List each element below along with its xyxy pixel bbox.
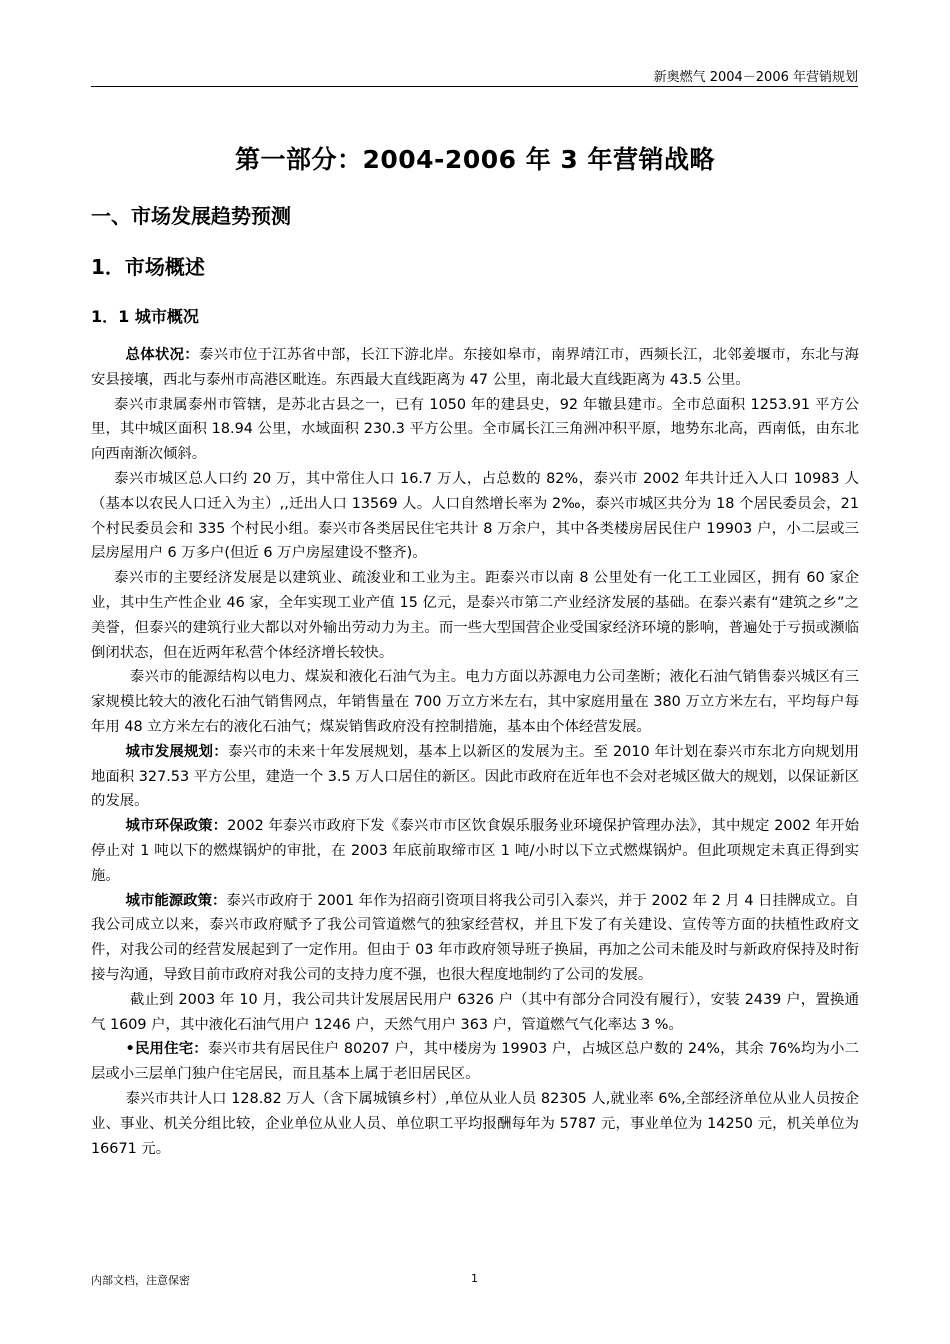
paragraph-text: 泰兴市的能源结构以电力、煤炭和液化石油气为主。电力方面以苏源电力公司垄断；液化石油气销售泰兴城区有三家规模比较大的液化石油气销售网点，年销售量在 700 万立方米左右，其中家庭用量在 380 万立方米左右，平均每户每年用 48 立方米左右的液化石油气；煤炭销售政府没有控制措施，基本由个体经营发展。: [91, 669, 859, 735]
paragraph: [91, 566, 859, 665]
paragraph-text: 泰兴市政府于 2001 年作为招商引资项目将我公司引入泰兴，并于 2002 年 2 月 4 日挂牌成立。自我公司成立以来，泰兴市政府赋予了我公司管道燃气的独家经营权，并且下发了有关建设、宣传等方面的扶植性政府文件，对我公司的经营发展起到了一定作用。但由于 03 年市政府领导班子换届，再加之公司未能及时与新政府保持及时衔接与沟通，导致目前市政府对我公司的支持力度不强，也很大程度地制约了公司的发展。: [91, 892, 859, 983]
section-heading-1: 一、市场发展趋势预测: [91, 204, 291, 228]
footer-confidential: 内部文档，注意保密: [91, 1274, 190, 1287]
paragraph-text: 泰兴市共计人口 128.82 万人（含下属城镇乡村）,单位从业人员 82305 人,就业率 6%,全部经济单位从业人员按企业、事业、机关分组比较，企业单位从业人员、单位职工平均报酬每年为 5787 元，事业单位为 14250 元，机关单位为 16671 元。: [91, 1090, 859, 1157]
document-body: [91, 130, 859, 1161]
paragraph-text: 2002 年泰兴市政府下发《泰兴市市区饮食娱乐服务业环境保护管理办法》，其中规定 2002 年开始停止对 1 吨以下的燃煤锅炉的审批，在 2003 年底前取缔市区 1 吨/小时以下立式燃煤锅炉。但此项规定未真正得到实施。: [91, 818, 859, 884]
paragraph: [91, 467, 859, 566]
paragraph: [91, 988, 859, 1038]
paragraph: [91, 1087, 859, 1161]
paragraph-text: 泰兴市位于江苏省中部，长江下游北岸。东接如皋市，南界靖江市，西频长江，北邻姜堰市，东北与海安县接壤，西北与泰州市高港区毗连。东西最大直线距离为 47 公里，南北最大直线距离为 43.5 公里。: [91, 347, 859, 388]
page-number: 1: [471, 1272, 478, 1285]
paragraph-development-plan: [91, 740, 859, 814]
paragraph-text: 泰兴市共有居民住户 80207 户，其中楼房为 19903 户，占城区总户数的 24%，其余 76%均为小二层或小三层单门独户住宅居民，而且基本上属于老旧居民区。: [91, 1041, 859, 1083]
paragraph-lead: 城市能源政策：: [125, 892, 227, 909]
paragraph-overview: [91, 343, 859, 393]
paragraph-text: 泰兴市的未来十年发展规划，基本上以新区的发展为主。至 2010 年计划在泰兴市东北方向规划用地面积 327.53 平方公里，建造一个 3.5 万人口居住的新区。因此市政府在近年也不会对老城区做大的规划，以保证新区的发展。: [91, 743, 859, 810]
doc-title: 第一部分：2004-2006 年 3 年营销战略: [234, 145, 716, 174]
paragraph-text: 泰兴市城区总人口约 20 万，其中常住人口 16.7 万人，占总数的 82%，泰兴市 2002 年共计迁入人口 10983 人（基本以农民人口迁入为主）,,迁出人口 13569 人。人口自然增长率为 2‰，泰兴市城区共分为 18 个居民委员会，21 个村民委员会和 335 个村民小组。泰兴市各类居民住宅共计 8 万余户，其中各类楼房居民住户 19903 户，小二层或三层房屋用户 6 万多户(但近 6 万户房屋建设不整齐)。: [91, 470, 859, 562]
header-rule: [91, 86, 858, 87]
paragraph-lead: 城市发展规划：: [125, 743, 228, 760]
paragraph-text: 泰兴市隶属泰州市管辖，是苏北古县之一，已有 1050 年的建县史，92 年辙县建市。全市总面积 1253.91 平方公里，其中城区面积 18.94 公里，水域面积 230.3 平方公里。全市属长江三角洲冲积平原，地势东北高，西南低，由东北向西南渐次倾斜。: [91, 396, 859, 463]
paragraph-residential: [91, 1037, 859, 1087]
paragraph-energy-policy: [91, 889, 859, 988]
section-heading-2: 1．市场概述: [91, 255, 205, 279]
paragraph-lead: 总体状况：: [125, 347, 199, 363]
paragraph: [91, 393, 859, 467]
paragraph: [91, 665, 859, 739]
paragraph-text: 截止到 2003 年 10 月，我公司共计发展居民用户 6326 户（其中有部分合同没有履行），安装 2439 户，置换通气 1609 户，其中液化石油气用户 1246 户，天然气用户 363 户，管道燃气气化率达 3 %。: [91, 991, 859, 1033]
paragraph-lead: 城市环保政策：: [125, 818, 228, 835]
section-heading-3: 1．1 城市概况: [91, 307, 199, 326]
paragraph-lead: •民用住宅：: [125, 1041, 208, 1058]
paragraph-environment-policy: [91, 814, 859, 888]
paragraph-text: 泰兴市的主要经济发展是以建筑业、疏浚业和工业为主。距泰兴市以南 8 公里处有一化工工业园区，拥有 60 家企业，其中生产性企业 46 家，全年实现工业产值 15 亿元，是泰兴市第二产业经济发展的基础。在泰兴素有“建筑之乡”之美誉，但泰兴的建筑行业大都以对外输出劳动力为主。而一些大型国营企业受国家经济环境的影响，普遍处于亏损或濒临倒闭状态，但在近两年私营个体经济增长较快。: [91, 570, 859, 661]
page-header: 新奥燃气 2004－2006 年营销规划: [653, 70, 858, 85]
